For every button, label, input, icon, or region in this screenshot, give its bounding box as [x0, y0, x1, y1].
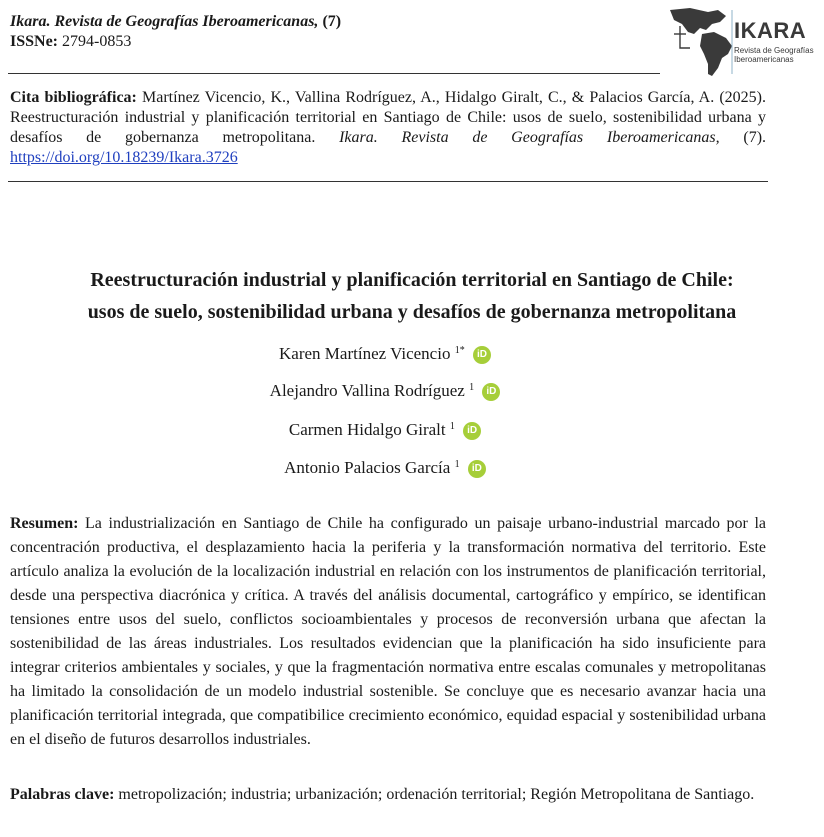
author-2	[0, 377, 770, 402]
issn-label: ISSNe:	[10, 33, 59, 50]
orcid-icon[interactable]: iD	[482, 383, 500, 401]
logo-subtitle-line1: Revista de Geografías	[734, 46, 814, 55]
author-name: Karen Martínez Vicencio	[279, 344, 451, 363]
header-divider	[8, 73, 660, 74]
article-title	[0, 264, 824, 328]
citation-divider	[8, 181, 768, 182]
journal-name: Ikara. Revista de Geografías Iberoamericanas,	[10, 13, 319, 30]
keywords-text: metropolización; industria; urbanización; ordenación territorial; Región Metropolitana de Santiago.	[118, 786, 755, 803]
abstract-text: La industrialización en Santiago de Chile ha configurado un paisaje urbano-industrial marcado por la concentración productiva, el desplazamiento hacia la periferia y la transformación normativa del territorio. Este artículo analiza la evolución de la localización industrial en relación con los instrumentos de planificación territorial, desde una perspectiva diacrónica y crítica. A través del análisis documental, cartográfico y empírico, se identifican tensiones entre usos del suelo, conflictos socioambientales y procesos de reconversión urbana que afectan la sostenibilidad de las áreas industriales. Los resultados evidencian que la planificación ha sido insuficiente para integrar criterios ambientales y sociales, y que la fragmentación normativa entre escalas comunales y metropolitanas ha limitado la consolidación de un modelo industrial sostenible. Se concluye que es necesario avanzar hacia una planificación territorial integrada, que compatibilice crecimiento económico, equidad espacial y sostenibilidad urbana en el diseño de futuros desarrollos industriales.	[10, 515, 767, 748]
doi-link[interactable]: https://doi.org/10.18239/Ikara.3726	[10, 149, 238, 166]
citation-journal: Ikara. Revista de Geografías Iberoamericanas,	[339, 129, 720, 146]
title-line-1: Reestructuración industrial y planificación territorial en Santiago de Chile:	[90, 269, 734, 291]
orcid-icon[interactable]: iD	[463, 422, 481, 440]
citation-text: Martínez Vicencio, K., Vallina Rodríguez, A., Hidalgo Giralt, C., & Palacios García, A. (2025). Reestructuración industrial y planificación territorial en Santiago de Chile: usos de suelo, sostenibilidad urbana y desafíos de gobernanza metropolitana.	[10, 89, 767, 146]
author-name: Antonio Palacios García	[284, 458, 451, 477]
logo-wordmark: IKARA	[734, 18, 807, 43]
latin-america-map-icon	[670, 8, 732, 76]
orcid-icon[interactable]: iD	[468, 460, 486, 478]
citation-block	[10, 88, 766, 168]
keywords-label: Palabras clave:	[10, 786, 115, 803]
author-3	[0, 416, 770, 441]
author-name: Alejandro Vallina Rodríguez	[269, 381, 465, 400]
abstract-label: Resumen:	[10, 515, 79, 532]
author-affiliation: 1*	[454, 345, 465, 356]
issn-line	[10, 32, 131, 52]
abstract	[10, 512, 766, 752]
journal-issue: (7)	[322, 13, 342, 30]
author-affiliation: 1	[469, 382, 475, 393]
author-affiliation: 1	[449, 421, 455, 432]
orcid-icon[interactable]: iD	[473, 346, 491, 364]
author-1	[0, 340, 770, 365]
logo-subtitle-line2: Iberoamericanas	[734, 55, 794, 64]
citation-label: Cita bibliográfica:	[10, 89, 137, 106]
title-line-2: usos de suelo, sostenibilidad urbana y desafíos de gobernanza metropolitana	[87, 301, 737, 323]
journal-header	[10, 12, 341, 32]
citation-issue: (7).	[743, 129, 767, 146]
logo-subtitle	[734, 46, 818, 64]
keywords	[10, 784, 766, 806]
author-4	[0, 454, 770, 479]
issn-value: 2794-0853	[62, 33, 132, 50]
author-name: Carmen Hidalgo Giralt	[288, 420, 446, 439]
author-affiliation: 1	[454, 459, 460, 470]
